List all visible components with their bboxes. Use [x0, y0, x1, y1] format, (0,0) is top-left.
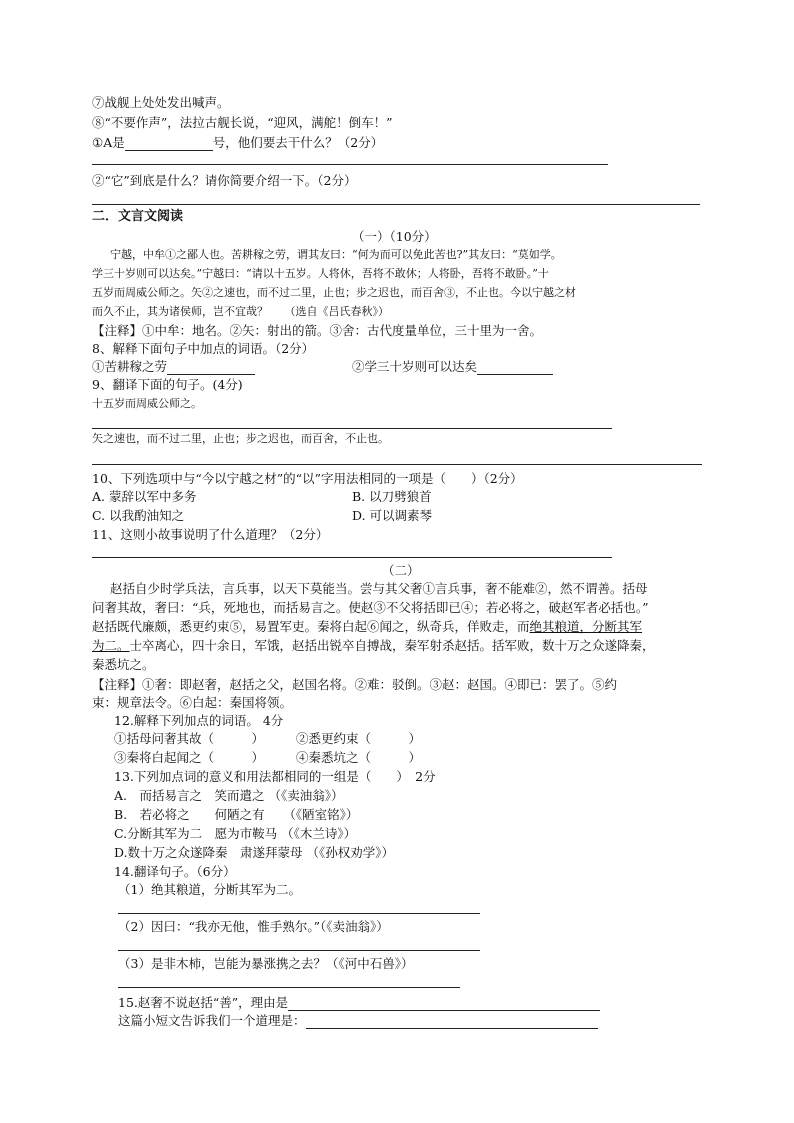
question-item: （3）是非木柿，岂能为暴涨携之去？（《河中石兽》） [118, 956, 414, 971]
question-line: 10、下列选项中与“今以宁越之材”的“以”字用法相同的一项是（ ）（2分） [92, 471, 523, 486]
question-sentence: 矢之速也，而不过二里，止也；步之迟也，而百舍，不止也。 [92, 432, 389, 445]
passage-line: 赵括自少时学兵法，言兵事，以天下莫能当。尝与其父奢①言兵事，奢不能难②，然不谓善。括母 [110, 581, 648, 596]
passage-line: 学三十岁则可以达矣。”宁越曰：“请以十五岁。人将休，吾将不敢休；人将卧，吾将不敢卧。”十 [92, 267, 549, 280]
answer-line[interactable] [92, 464, 702, 465]
answer-line[interactable] [92, 557, 612, 558]
question-line [118, 994, 600, 1011]
option-a[interactable]: A. 蒙辞以军中多务 [92, 489, 197, 504]
question-item: ①括母问奢其故（ ） [114, 731, 265, 746]
answer-line[interactable] [118, 987, 460, 988]
question-line [118, 1012, 598, 1029]
passage-line: 秦悉坑之。 [92, 657, 155, 672]
passage-line: 宁越，中牟①之鄙人也。苦耕稼之劳，谓其友曰：“何为而可以免此苦也?”其友曰：“莫如学。 [110, 248, 562, 261]
section-title: 二．文言文阅读 [92, 209, 184, 224]
question-item: （1）绝其粮道，分断其军为二。 [118, 882, 301, 897]
note-line: 【注释】①奢：即赵奢，赵括之父，赵国名将。②难：驳倒。③赵：赵国。④即已：罢了。⑤约 [92, 677, 618, 692]
question-line: 13.下列加点词的意义和用法都相同的一组是（ ） 2分 [114, 769, 436, 784]
passage-text: 士卒离心，四十余日，军饿，赵括出锐卒自搏战，秦军射杀赵括。括军败，数十万之众遂降秦， [129, 638, 655, 653]
answer-blank[interactable] [288, 997, 600, 1011]
answer-line[interactable] [118, 913, 480, 914]
question-line: 9、翻译下面的句子。(4分) [92, 377, 243, 392]
answer-line[interactable] [118, 950, 480, 951]
note-line: 束：规章法令。⑥白起：秦国将领。 [92, 695, 293, 710]
answer-blank[interactable] [167, 361, 255, 375]
note-line: 【注释】①中牟：地名。②矢：射出的箭。③舍：古代度量单位，三十里为一舍。 [92, 323, 543, 338]
question-line: 12.解释下列加点的词语。 4分 [114, 713, 284, 728]
option-a[interactable]: A. 而括易言之 笑而遣之 （《卖油翁》） [114, 788, 344, 803]
passage-line [92, 637, 655, 654]
question-item: ③秦将白起闻之（ ） [114, 750, 265, 765]
question-text: 15.赵奢不说赵括“善”，理由是 [118, 995, 289, 1010]
passage-line: 而久不止，其为诸侯师，岂不宜哉？ （选自《吕氏春秋》） [92, 305, 389, 318]
question-item: （2）因曰：“我亦无他，惟手熟尔。”（《卖油翁》） [118, 919, 389, 934]
question-item [352, 358, 553, 375]
answer-blank[interactable] [125, 137, 213, 151]
answer-blank[interactable] [306, 1015, 598, 1029]
option-d[interactable]: D. 可以调素琴 [352, 508, 433, 523]
option-b[interactable]: B. 以刀劈狼首 [352, 489, 432, 504]
option-c[interactable]: C.分断其军为二 愿为市鞍马 （《木兰诗》） [114, 826, 357, 841]
question-line [92, 134, 383, 151]
item-text: ①苦耕稼之劳 [92, 359, 168, 374]
question-text: 号，他们要去干什么？（2分） [212, 135, 384, 150]
option-d[interactable]: D.数十万之众遂降秦 肃遂拜蒙母 （《孙权劝学》） [114, 845, 395, 860]
subsection-title: （一）（10分） [352, 229, 437, 244]
question-item [92, 358, 255, 375]
answer-line[interactable] [92, 204, 700, 205]
underlined-text: 绝其粮道，分断其军 [529, 619, 643, 634]
question-line: ②“它”到底是什么？请你简要介绍一下。（2分） [92, 173, 357, 188]
passage-line [92, 618, 642, 635]
text-line: ⑧“不要作声”，法拉古舰长说，“迎风，满舵！倒车！” [92, 115, 393, 130]
question-text: 这篇小短文告诉我们一个道理是： [118, 1013, 306, 1028]
passage-line: 问奢其故，奢曰：“兵，死地也，而括易言之。使赵③不父将括即已④；若必将之，破赵军者必括也。” [92, 600, 649, 615]
question-line: 8、解释下面句子中加点的词语。（2分） [92, 341, 315, 356]
underlined-text: 为二。 [92, 638, 130, 653]
subsection-title: （二） [382, 563, 420, 578]
answer-line[interactable] [92, 428, 612, 429]
question-item: ②悉更约束（ ） [296, 731, 422, 746]
item-text: ②学三十岁则可以达矣 [352, 359, 478, 374]
question-text: ①A是 [92, 135, 125, 150]
question-line: 14.翻译句子。（6分） [114, 864, 236, 879]
option-c[interactable]: C. 以我酌油知之 [92, 508, 185, 523]
answer-line[interactable] [92, 164, 608, 165]
question-item: ④秦悉坑之（ ） [296, 750, 422, 765]
answer-blank[interactable] [477, 361, 553, 375]
question-line: 11、这则小故事说明了什么道理？（2分） [92, 527, 329, 542]
text-line: ⑦战舰上处处发出喊声。 [92, 95, 230, 110]
passage-text: 赵括既代廉颇，悉更约束⑤，易置军吏。秦将白起⑥闻之，纵奇兵，佯败走，而 [92, 619, 530, 634]
question-sentence: 十五岁而周威公师之。 [92, 397, 202, 410]
passage-line: 五岁而周威公师之。矢②之速也，而不过二里，止也；步之迟也，而百舍③，不止也。今以宁越之材 [92, 286, 576, 299]
option-b[interactable]: B. 若必将之 何陋之有 （《陋室铭》） [114, 807, 359, 822]
